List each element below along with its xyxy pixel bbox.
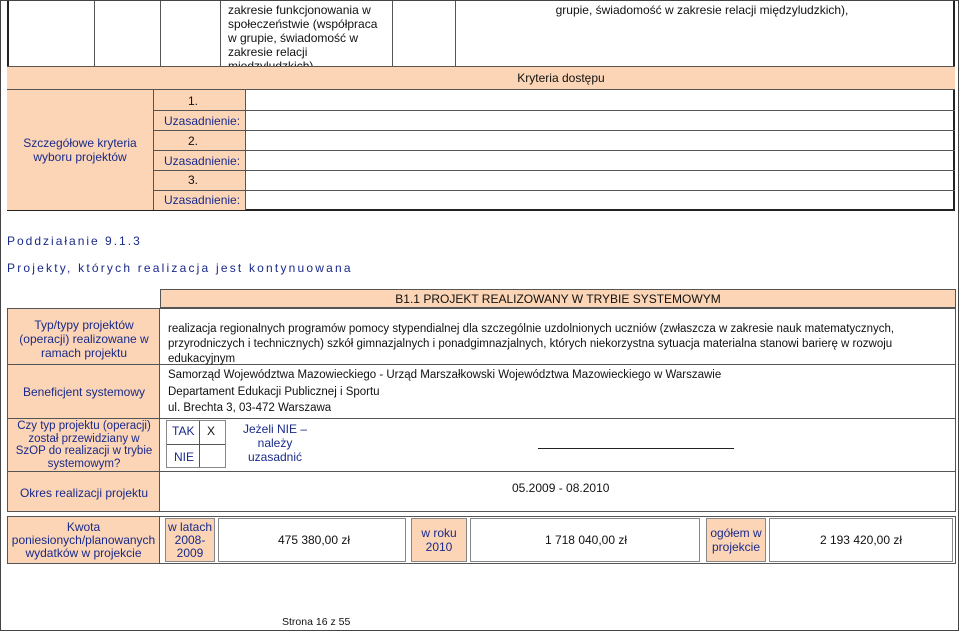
amount-label: Kwota poniesionych/planowanych wydatków w projekcie: [11, 519, 156, 560]
year-label: w roku 2010: [421, 526, 457, 554]
page-number: Strona 16 z 55: [282, 616, 351, 628]
top-divider: [220, 0, 221, 66]
project-type-label: Typ/typy projektów (operacji) realizowane w ramach projektu: [19, 318, 149, 360]
project-type-value: realizacja regionalnych programów pomocy stypendialnej dla szczególnie uzdolnionych uczniów (zwłaszcza w zakresie nauk matematycznych, przyrodniczych i technicznych) szkół gimnazjalnych i ponadgimnazjalnych, których niekorzystna sytuacja materialna stanowi barierę w rozwoju edukacyjnym: [168, 323, 895, 365]
years-value: 475 380,00 zł: [277, 533, 351, 547]
years-label-cell: [165, 518, 215, 562]
szop-question: Czy typ projektu (operacji) został przewidziany w SzOP do realizacji w trybie systemowym?: [15, 420, 153, 470]
criterion-reason-3: Uzasadnienie:: [164, 193, 241, 207]
row-divider: [7, 418, 956, 419]
criterion-reason-1: Uzasadnienie:: [164, 114, 241, 128]
amount-label-cell: [7, 516, 160, 564]
if-no-label: Jeżeli NIE – należy uzasadnić: [242, 422, 308, 464]
year-label-cell: [411, 518, 467, 562]
criterion-number-3: 3.: [188, 173, 199, 187]
project-title: B1.1 PROJEKT REALIZOWANY W TRYBIE SYSTEMOWYM: [395, 291, 721, 306]
beneficiary-line-2: Departament Edukacji Publicznej i Sportu: [168, 386, 380, 398]
nie-label: NIE: [174, 450, 195, 464]
top-divider: [455, 0, 456, 66]
project-title-bar: [160, 289, 956, 308]
year-value: 1 718 040,00 zł: [544, 533, 628, 547]
period-value: 05.2009 - 08.2010: [512, 481, 610, 495]
justification-line: [538, 448, 734, 449]
tak-mark: X: [207, 424, 216, 438]
access-criteria-bar: [7, 66, 955, 90]
beneficiary-line-3: ul. Brechta 3, 03-472 Warszawa: [168, 402, 332, 414]
top-divider: [160, 0, 161, 66]
criterion-number-2: 2.: [188, 134, 199, 148]
top-divider: [392, 0, 393, 66]
access-criteria-label: Kryteria dostępu: [517, 71, 605, 85]
beneficiary-label: Beneficjent systemowy: [22, 385, 146, 399]
row-divider: [7, 471, 956, 472]
total-value: 2 193 420,00 zł: [819, 533, 903, 547]
subaction-heading: Poddziałanie 9.1.3: [7, 234, 142, 248]
tak-label: TAK: [172, 424, 195, 438]
beneficiary-line-1: Samorząd Województwa Mazowieckiego - Urząd Marszałkowski Województwa Mazowieckiego w Warszawie: [168, 369, 722, 381]
criterion-reason-2: Uzasadnienie:: [164, 154, 241, 168]
criteria-text-left: zakresie funkcjonowania w społeczeństwie (współpraca w grupie, świadomość w zakresie relacji: [228, 3, 378, 59]
years-label: w latach 2008-2009: [167, 519, 213, 560]
criterion-number-1: 1.: [188, 94, 199, 108]
period-label: Okres realizacji projektu: [19, 486, 149, 500]
top-divider: [94, 0, 95, 66]
total-label: ogółem w projekcie: [710, 526, 762, 554]
projects-heading: Projekty, których realizacja jest kontynuowana: [7, 261, 353, 275]
criteria-items-lines: [154, 90, 955, 210]
total-label-cell: [706, 518, 766, 562]
detailed-criteria-label: Szczegółowe kryteria wyboru projektów: [23, 136, 137, 164]
detailed-criteria-cell: [7, 90, 154, 210]
criteria-text-right: grupie, świadomość w zakresie relacji międzyludzkich),: [555, 3, 849, 17]
